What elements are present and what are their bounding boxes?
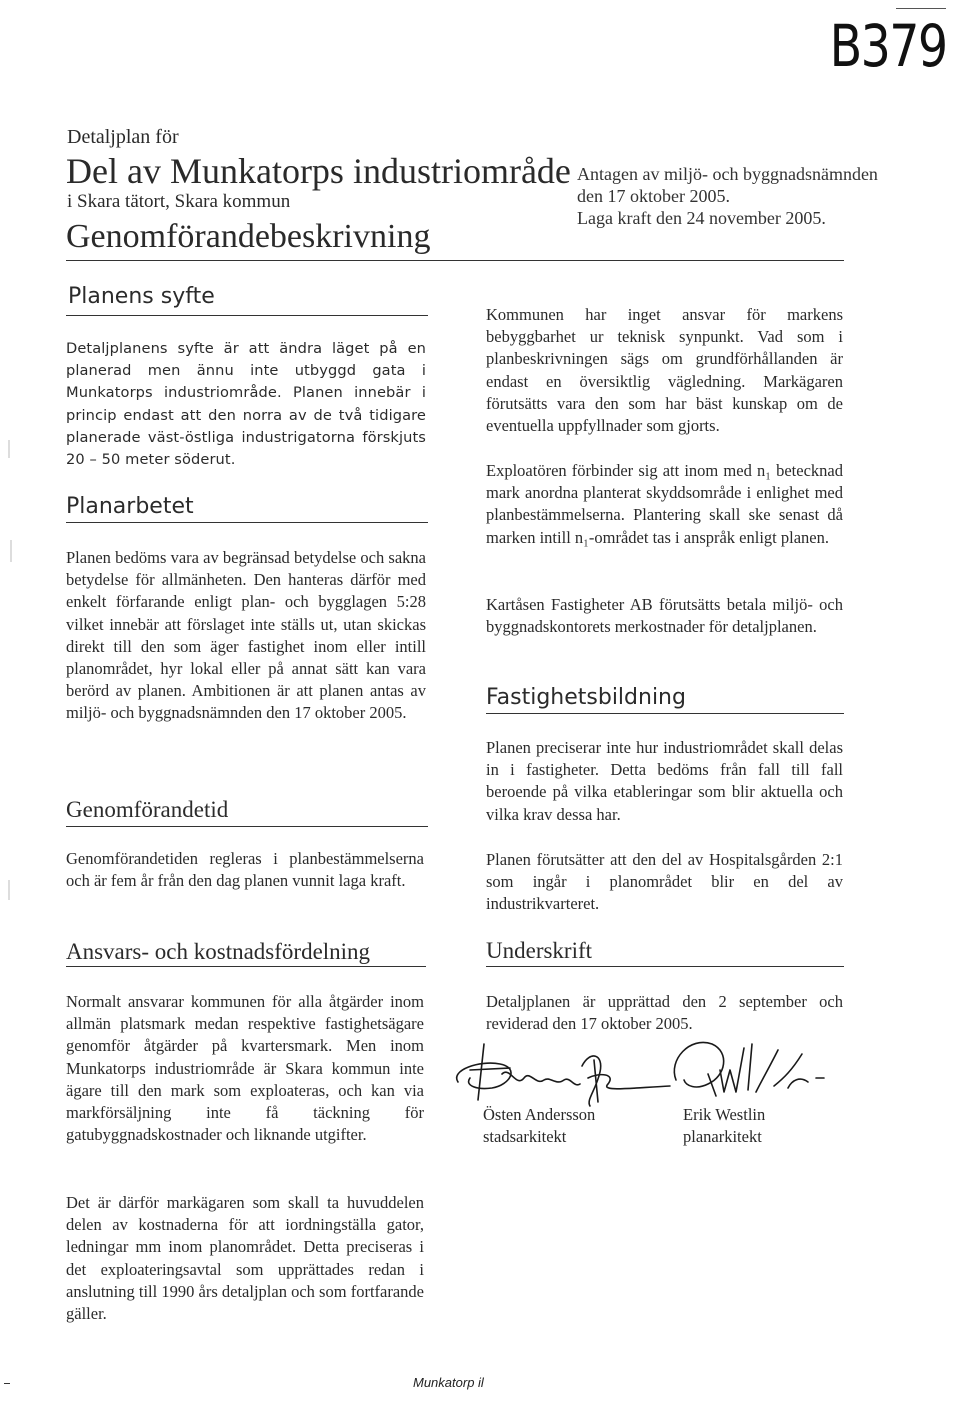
text-planarbetet: Planen bedöms vara av begränsad betydelse och sakna betydelse för allmänheten. Den hanteras därför med enkelt förfarande enligt plan- och bygglagen 5:28 vilket innebär att förslaget inte ställs ut, utan skickas direkt till den som äger fastighet inom eller intill planområdet, hyr lokal eller på annat sätt kan vara berörd av planen. Ambitionen är att planen antas av miljö- och byggnadsnämnden den 17 oktober 2005. (66, 548, 426, 723)
signer-1-title: stadsarkitekt (483, 1127, 567, 1146)
archive-stamp: B379 (829, 12, 946, 80)
text-ansvar-1: Normalt ansvarar kommunen för alla åtgärder inom allmän platsmark medan respektive fastighetsägare genomför åtgärder på kvartersmark. Men inom Munkatorps industriområde är Skara kommun inte ägare till den mark som exploateras, och kan via markförsäljning inte få täckning för gatubyggnadskostnader och liknande utgifter. (66, 992, 424, 1145)
page-subtitle: i Skara tätort, Skara kommun (67, 191, 291, 212)
page-footer: Munkatorp il (413, 1375, 484, 1390)
adopted-line-3: Laga kraft den 24 november 2005. (577, 208, 826, 228)
heading-ansvar: Ansvars- och kostnadsfördelning (66, 939, 371, 964)
header-rule (66, 260, 844, 261)
stamp-overline (896, 8, 946, 9)
text-underskrift: Detaljplanen är upprättad den 2 september och reviderad den 17 oktober 2005. (486, 992, 843, 1034)
text-genomforandetid: Genomförandetiden regleras i planbestämmelserna och är fem år från den dag planen vunnit laga kraft. (66, 849, 424, 891)
text-fastighetsbildning-2: Planen förutsätter att den del av Hospitalsgården 2:1 som ingår i planområdet blir en del av industrikvarteret. (486, 850, 843, 914)
heading-fastighetsbildning: Fastighetsbildning (486, 685, 686, 710)
section-rule (486, 713, 844, 714)
corner-mark (4, 1383, 10, 1384)
text-planens-syfte: Detaljplanens syfte är att ändra läget på en planerad men ännu inte utbyggd gata i Munkatorps industriområde. Planen innebär i princip endast att den norra av de två tidigare planerade väst-östliga industrigatorna förskjuts 20 – 50 meter söderut. (66, 340, 426, 469)
section-rule (66, 966, 426, 967)
signer-1-name: Östen Andersson (483, 1105, 596, 1124)
section-rule (66, 522, 428, 523)
heading-planarbetet: Planarbetet (66, 494, 194, 519)
heading-underskrift: Underskrift (486, 938, 593, 963)
text-right-p3: Kartåsen Fastigheter AB förutsätts betala miljö- och byggnadskontorets merkostnader för detaljplanen. (486, 595, 843, 637)
text-right-p2: Exploatören förbinder sig att inom med n₁ betecknad mark anordna planterat skyddsområde i enlighet med planbestämmelserna. Plantering skall ske senast då marken intill n₁-området tas i anspråk enligt planen. (486, 461, 843, 547)
section-rule (486, 966, 844, 967)
heading-genomforandetid: Genomförandetid (66, 797, 229, 822)
page-title: Del av Munkatorps industriområde (66, 151, 571, 191)
text-ansvar-2: Det är därför markägaren som skall ta huvuddelen delen av kostnaderna för att iordningställa gator, ledningar mm inom planområdet. Detta preciseras i det exploateringsavtal som upprättades redan i anslutning till 1990 års detaljplan och som fortfarande gäller. (66, 1193, 424, 1324)
section-rule (66, 826, 428, 827)
text-fastighetsbildning-1: Planen preciserar inte hur industriområdet skall delas in i fastigheter. Detta bedöms från fall till fall beroende på vilka etableringar som blir aktuella och vilka krav dessa har. (486, 738, 843, 824)
section-rule (66, 315, 428, 316)
doc-label: Detaljplan för (67, 126, 179, 148)
text-right-p1: Kommunen har inget ansvar för markens bebyggbarhet ur teknisk synpunkt. Vad som i planbeskrivningen sägs om grundförhållanden är endast en översiktlig vägledning. Markägaren förutsätts vara den som har bäst kunskap om de eventuella uppfyllnader som gjorts. (486, 305, 843, 436)
adopted-line-1: Antagen av miljö- och byggnadsnämnden (577, 164, 878, 184)
margin-mark (8, 440, 10, 458)
margin-mark (8, 880, 10, 900)
signer-2-title: planarkitekt (683, 1127, 762, 1146)
signer-2-name: Erik Westlin (683, 1105, 766, 1124)
doc-type-title: Genomförandebeskrivning (66, 218, 431, 255)
margin-mark (10, 540, 12, 562)
adopted-line-2: den 17 oktober 2005. (577, 186, 730, 206)
heading-planens-syfte: Planens syfte (68, 284, 215, 309)
